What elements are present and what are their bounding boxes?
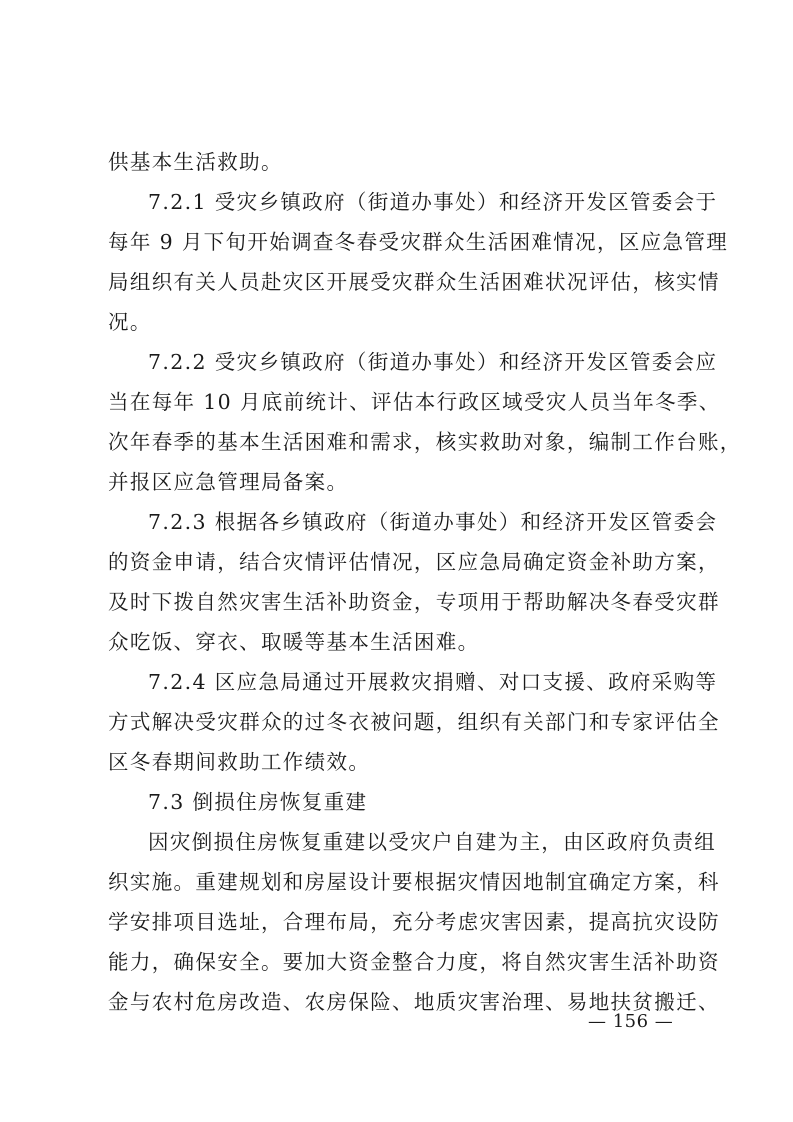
section-7-2-1-heading-line: 7.2.1 受灾乡镇政府（街道办事处）和经济开发区管委会于 (148, 190, 718, 214)
body-text-line: 区冬春期间救助工作绩效。 (108, 750, 371, 774)
body-text-line: 供基本生活救助。 (108, 150, 283, 174)
section-7-2-4-heading-line: 7.2.4 区应急局通过开展救灾捐赠、对口支援、政府采购等 (148, 670, 718, 694)
section-7-2-3-heading-line: 7.2.3 根据各乡镇政府（街道办事处）和经济开发区管委会 (148, 510, 718, 534)
body-text-line: 次年春季的基本生活困难和需求，核实救助对象，编制工作台账， (108, 430, 742, 454)
page-number: — 156 — (588, 1011, 674, 1032)
body-text-line: 能力，确保安全。要加大资金整合力度，将自然灾害生活补助资 (108, 950, 720, 974)
body-text-line: 当在每年 10 月底前统计、评估本行政区域受灾人员当年冬季、 (108, 390, 721, 414)
body-text-line: 每年 9 月下旬开始调查冬春受灾群众生活困难情况，区应急管理 (108, 230, 729, 254)
body-text-line: 并报区应急管理局备案。 (108, 470, 349, 494)
body-text-line: 局组织有关人员赴灾区开展受灾群众生活困难状况评估，核实情 (108, 270, 720, 294)
body-text-line: 及时下拨自然灾害生活补助资金，专项用于帮助解决冬春受灾群 (108, 590, 720, 614)
section-7-3-heading: 7.3 倒损住房恢复重建 (148, 790, 368, 814)
body-text-line: 因灾倒损住房恢复重建以受灾户自建为主，由区政府负责组 (148, 830, 717, 854)
body-text-line: 织实施。重建规划和房屋设计要根据灾情因地制宜确定方案，科 (108, 870, 720, 894)
body-text-line: 方式解决受灾群众的过冬衣被问题，组织有关部门和专家评估全 (108, 710, 720, 734)
section-7-2-2-heading-line: 7.2.2 受灾乡镇政府（街道办事处）和经济开发区管委会应 (148, 350, 718, 374)
body-text-line: 金与农村危房改造、农房保险、地质灾害治理、易地扶贫搬迁、 (108, 990, 720, 1014)
body-text-line: 学安排项目选址，合理布局，充分考虑灾害因素，提高抗灾设防 (108, 910, 720, 934)
body-text-line: 况。 (108, 310, 152, 334)
body-text-line: 众吃饭、穿衣、取暖等基本生活困难。 (108, 630, 480, 654)
body-text-line: 的资金申请，结合灾情评估情况，区应急局确定资金补助方案， (108, 550, 720, 574)
